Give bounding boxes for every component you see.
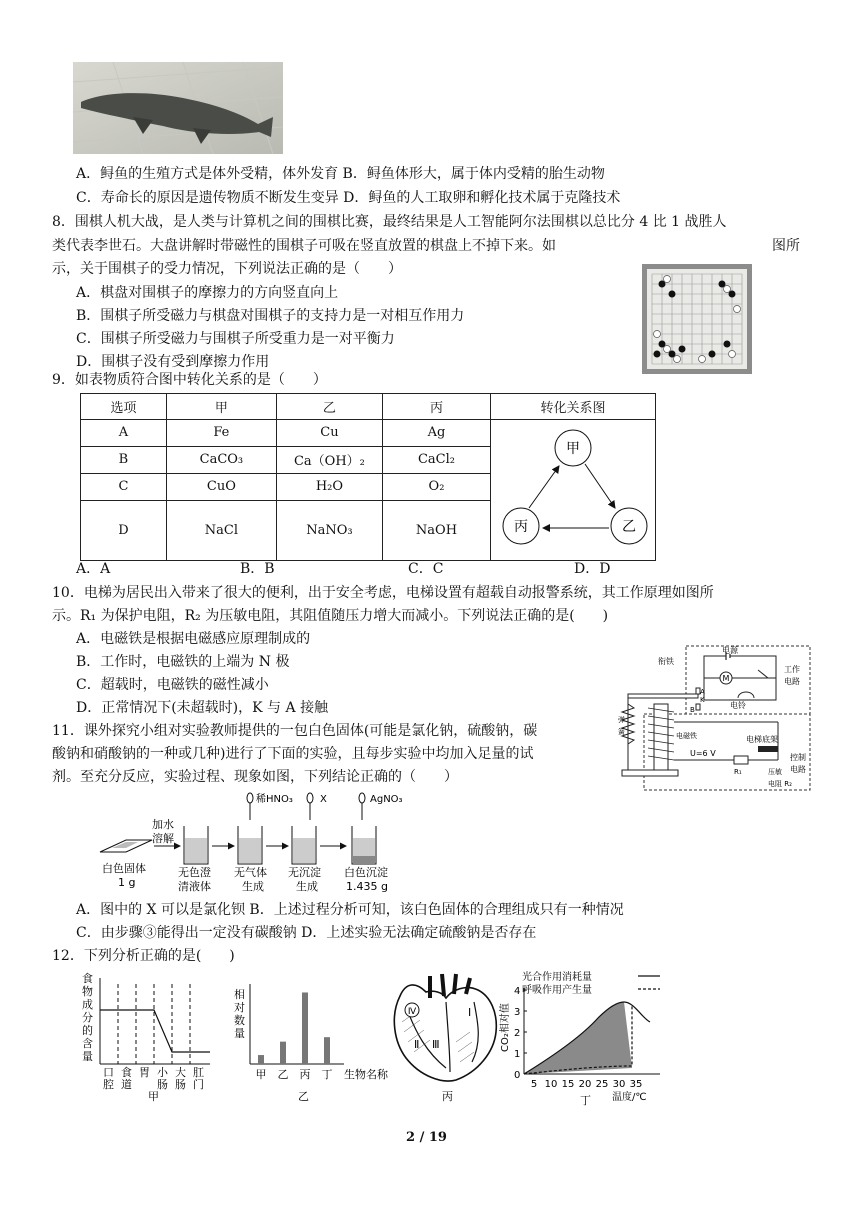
ding-legend-photo: 光合作用消耗量 (522, 972, 592, 983)
q8-option-c: C．围棋子所受磁力与围棋子所受重力是一对平衡力 (76, 331, 395, 347)
q11-stem-line1: 11．课外探究小组对实验教师提供的一包白色固体(可能是氯化钠，硫酸钠，碳 (52, 723, 538, 739)
q11-experiment-flow (96, 790, 436, 896)
yi-bar (280, 1042, 286, 1064)
spring-label-1: 弹 (618, 716, 625, 724)
ding-ytick: 0 (514, 1070, 521, 1081)
ding-xtick: 15 (561, 1079, 575, 1090)
jia-xlabel: 小肠 (157, 1066, 168, 1091)
q11-option-ab: A．图中的 X 可以是氯化钡 B．上述过程分析可知，该白色固体的合理组成只有一种情况 (76, 902, 624, 918)
q9-header-bing: 丙 (382, 394, 490, 420)
q11-stem-line2: 酸钠和硝酸钠的一种或几种)进行了下面的实验，且每步实验中均加入足量的试 (52, 746, 534, 762)
yi-bar (324, 1037, 330, 1064)
jia-ylabel (82, 972, 97, 1063)
reagent-x: X (320, 794, 327, 805)
jia-ylabel-c1: 食 (82, 972, 93, 985)
q8-option-a: A．棋盘对围棋子的摩擦力的方向竖直向上 (76, 285, 339, 301)
q8-stem-line1: 8．围棋人机大战，是人类与计算机之间的围棋比赛，最终结果是人工智能阿尔法围棋以总比分 4 比 1 战胜人 (52, 214, 727, 230)
q9-row-d-opt: D (81, 500, 167, 560)
yi-xlabel: 乙 (277, 1068, 289, 1081)
q9-node-bing: 丙 (513, 519, 528, 535)
q9-answer-b: B．B (240, 561, 275, 577)
q9-row-d-bing: NaOH (382, 500, 490, 560)
q12-stem: 12．下列分析正确的是( ) (52, 948, 235, 964)
q9-row-b-yi: Ca（OH）₂ (276, 446, 382, 473)
heart-caption: 丙 (442, 1090, 453, 1103)
q12-chart-ding (500, 966, 684, 1106)
r1-label: R₁ (734, 768, 742, 776)
beaker2-label-1: 无气体 (234, 866, 267, 879)
fish-photo (73, 62, 283, 154)
q11-option-cd: C．由步骤③能得出一定没有碳酸钠 D．上述实验无法确定硫酸钠是否存在 (76, 925, 537, 941)
go-board-photo (642, 264, 752, 374)
yi-xtitle: 生物名称 (344, 1068, 388, 1081)
jia-ylabel-c6: 含 (82, 1037, 93, 1050)
jia-ylabel-c4: 分 (82, 1011, 93, 1024)
yi-xlabel: 丁 (321, 1068, 333, 1081)
sensor-label-2: 电阻 R₂ (768, 780, 792, 788)
q8-stem-line2a: 类代表李世石。大盘讲解时带磁性的围棋子可吸在竖直放置的棋盘上不掉下来。如 (52, 238, 556, 254)
yi-ylabel: 相对 数量 (234, 988, 245, 1040)
q10-option-d: D．正常情况下(未超载时)，K 与 A 接触 (76, 700, 329, 716)
ding-xtick: 25 (595, 1079, 609, 1090)
work-circuit-label-1: 工作 (784, 665, 800, 674)
q10-circuit-diagram (618, 642, 814, 794)
sensor-label-1: 压敏 (768, 768, 782, 776)
reagent-agno3: AgNO₃ (370, 794, 403, 805)
control-circuit-label-2: 电路 (790, 765, 806, 774)
q9-diagram-cell (490, 420, 655, 561)
solid-label: 白色固体 (102, 862, 146, 875)
q9-row-a-yi: Cu (276, 420, 382, 447)
jia-ylabel-c5: 的 (82, 1024, 93, 1037)
q9-row-c-opt: C (81, 473, 167, 500)
control-circuit-label-1: 控制 (790, 753, 806, 762)
q8-stem-line2b: 图所 (772, 238, 800, 254)
q9-stem: 9．如表物质符合图中转化关系的是（ ） (52, 372, 327, 388)
q9-header-jia: 甲 (166, 394, 276, 420)
ding-xtick: 35 (629, 1079, 643, 1090)
jia-xlabel: 食道 (121, 1066, 132, 1091)
q9-header-yi: 乙 (276, 394, 382, 420)
q9-row-c-yi: H₂O (276, 473, 382, 500)
ding-xtick: 20 (578, 1079, 592, 1090)
ding-xtitle: 温度/℃ (612, 1092, 647, 1103)
heart-label-iv: Ⅳ (407, 1007, 417, 1017)
yi-caption: 乙 (298, 1090, 309, 1103)
q9-transform-diagram (491, 420, 655, 556)
q12-chart-jia (78, 968, 228, 1104)
electromagnet-label: 电磁铁 (676, 732, 697, 740)
q9-row-a-jia: Fe (166, 420, 276, 447)
q9-row-b-opt: B (81, 446, 167, 473)
beaker1-label-1: 无色澄 (178, 866, 211, 879)
contact-k: K (700, 696, 705, 704)
jia-xlabel: 肛门 (193, 1066, 204, 1091)
q9-header-option: 选项 (81, 394, 167, 420)
step1-label-1: 加水 (152, 818, 174, 831)
beaker1-label-2: 清液体 (178, 880, 211, 893)
ding-caption: 丁 (580, 1094, 591, 1107)
jia-ylabel-c2: 物 (82, 985, 93, 998)
q9-row-c-bing: O₂ (382, 473, 490, 500)
q12-heart-diagram (386, 972, 506, 1104)
q9-row-d-yi: NaNO₃ (276, 500, 382, 560)
platform-label: 电梯底架 (746, 735, 778, 744)
q9-answer-a: A．A (76, 561, 111, 577)
q10-stem-line1: 10．电梯为居民出入带来了很大的便利，出于安全考虑，电梯设置有超载自动报警系统，其工作原理如图所 (52, 585, 714, 601)
q9-answer-c: C．C (408, 561, 444, 577)
q9-answer-d: D．D (574, 561, 611, 577)
jia-ylabel-c7: 量 (82, 1050, 93, 1063)
q8-option-d: D．围棋子没有受到摩擦力作用 (76, 354, 270, 370)
jia-xlabel: 口腔 (103, 1066, 114, 1091)
q9-node-yi: 乙 (621, 519, 636, 535)
ding-ylabel: CO₂相对值 (500, 1003, 511, 1052)
q9-table (80, 393, 656, 561)
q10-option-a: A．电磁铁是根据电磁感应原理制成的 (76, 631, 311, 647)
q9-row-b-jia: CaCO₃ (166, 446, 276, 473)
q9-row-c-jia: CuO (166, 473, 276, 500)
solid-mass: 1 g (118, 876, 136, 889)
step1-label-2: 溶解 (152, 832, 174, 845)
work-circuit-label-2: 电路 (784, 677, 800, 686)
beaker3-label-1: 无沉淀 (288, 866, 321, 879)
spring-label-2: 簧 (618, 728, 625, 736)
beaker3-label-2: 生成 (296, 880, 318, 893)
contact-b: B (690, 706, 695, 714)
bell-label: 电铃 (730, 701, 746, 710)
jia-ylabel-c3: 成 (82, 998, 93, 1011)
yi-xlabel: 丙 (299, 1068, 311, 1081)
ding-ytick: 4 (514, 986, 521, 997)
yi-bar (258, 1055, 264, 1064)
reagent-hno3: 稀HNO₃ (256, 794, 293, 805)
motor-symbol: M (722, 674, 730, 683)
contact-a: A (700, 688, 705, 696)
power-label: 电源 (722, 646, 738, 655)
jia-xlabel: 大肠 (175, 1066, 186, 1091)
ding-ytick: 2 (514, 1028, 521, 1039)
q7-option-ab: A．鲟鱼的生殖方式是体外受精，体外发育 B．鲟鱼体形大，属于体内受精的胎生动物 (76, 166, 605, 182)
q10-stem-line2: 示。R₁ 为保护电阻，R₂ 为压敏电阻，其阻值随压力增大而减小。下列说法正确的是( ) (52, 608, 609, 624)
jia-xlabel: 胃 (139, 1066, 150, 1079)
ding-ytick: 1 (514, 1049, 521, 1060)
q8-option-b: B．围棋子所受磁力与棋盘对围棋子的支持力是一对相互作用力 (76, 308, 465, 324)
q10-option-c: C．超载时，电磁铁的磁性减小 (76, 677, 269, 693)
q9-row-a-opt: A (81, 420, 167, 447)
q9-row-b-bing: CaCl₂ (382, 446, 490, 473)
q9-node-jia: 甲 (565, 441, 580, 457)
page-number: 2 / 19 (406, 1130, 447, 1145)
voltage-label: U=6 V (690, 749, 716, 758)
ding-xtick: 5 (530, 1079, 538, 1090)
q10-option-b: B．工作时，电磁铁的上端为 N 极 (76, 654, 290, 670)
jia-caption: 甲 (148, 1090, 159, 1103)
q9-header-diagram: 转化关系图 (490, 394, 655, 420)
beaker4-label-2: 1.435 g (346, 880, 388, 893)
heart-label-ii: Ⅱ (414, 1038, 420, 1051)
q12-chart-yi (232, 978, 388, 1104)
beaker2-label-2: 生成 (242, 880, 264, 893)
heart-label-iii: Ⅲ (432, 1038, 440, 1051)
heart-label-i: Ⅰ (468, 1006, 472, 1019)
beaker4-label-1: 白色沉淀 (344, 866, 388, 879)
ding-legend-resp: 呼吸作用产生量 (522, 985, 592, 996)
ding-xtick: 30 (612, 1079, 626, 1090)
yi-bar (302, 992, 308, 1064)
armature-label: 衔铁 (658, 657, 674, 666)
q8-stem-line3: 示，关于围棋子的受力情况，下列说法正确的是（ ） (52, 261, 402, 277)
ding-ytick: 3 (514, 1007, 521, 1018)
q9-row-d-jia: NaCl (166, 500, 276, 560)
q9-row-a-bing: Ag (382, 420, 490, 447)
q11-stem-line3: 剂。至充分反应，实验过程、现象如图，下列结论正确的（ ） (52, 769, 458, 785)
ding-xtick: 10 (544, 1079, 558, 1090)
q7-option-cd: C．寿命长的原因是遗传物质不断发生变异 D．鲟鱼的人工取卵和孵化技术属于克隆技术 (76, 190, 621, 206)
yi-xlabel: 甲 (255, 1068, 267, 1081)
